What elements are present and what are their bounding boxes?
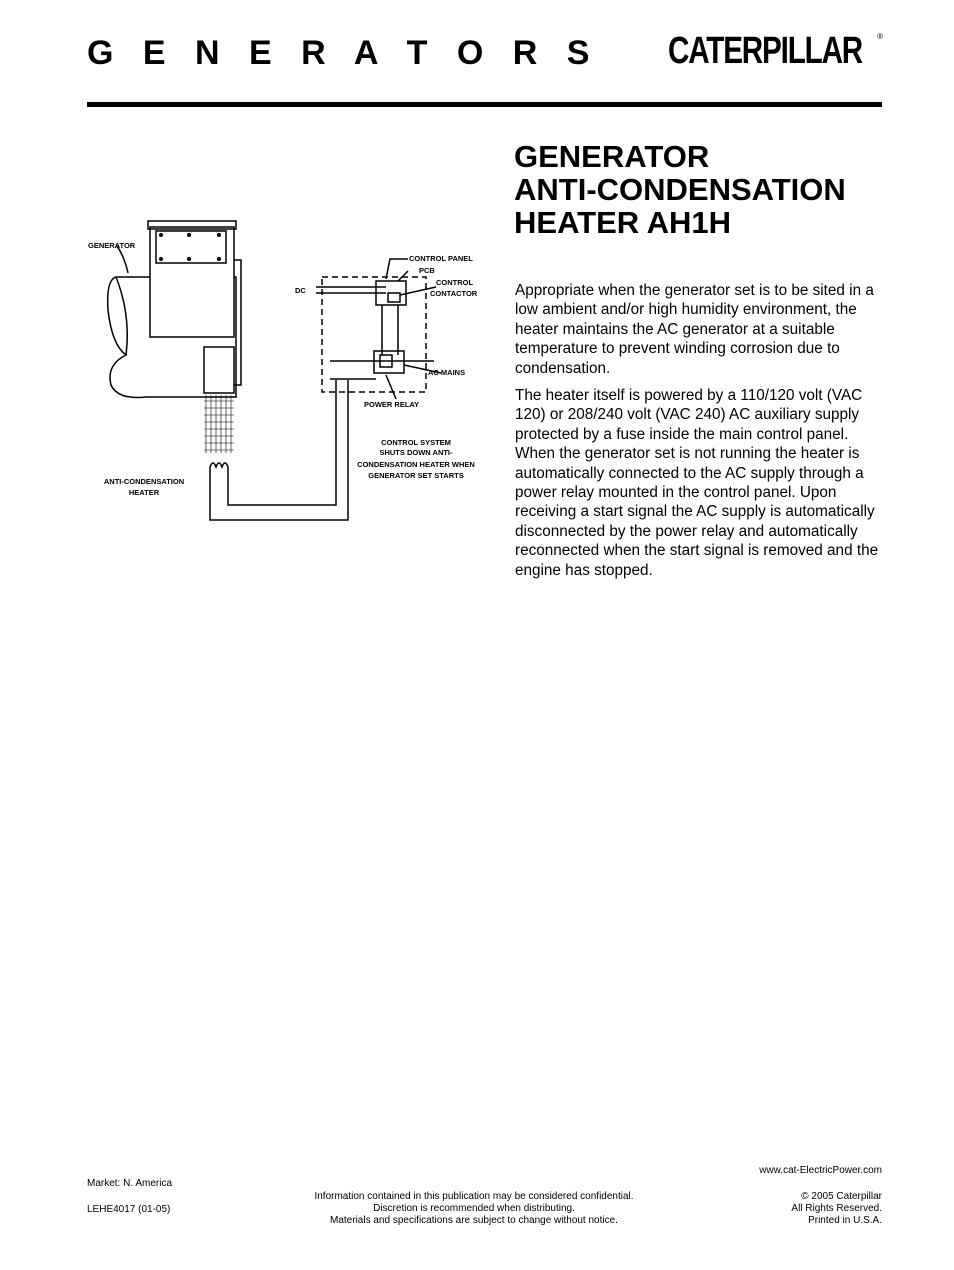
- header-divider: [87, 102, 882, 107]
- control-panel: [322, 277, 426, 392]
- rights-line: All Rights Reserved.: [791, 1203, 882, 1214]
- label-control-system-3: CONDENSATION HEATER WHEN: [357, 460, 475, 469]
- label-control-system-2: SHUTS DOWN ANTI-: [379, 448, 453, 457]
- document-code: LEHE4017 (01-05): [87, 1204, 171, 1215]
- label-control-contactor-1: CONTROL: [436, 278, 474, 287]
- notice-line-2: Discretion is recommended when distributing.: [373, 1203, 575, 1214]
- label-control-panel: CONTROL PANEL: [409, 254, 473, 263]
- label-power-relay: POWER RELAY: [364, 400, 420, 409]
- confidentiality-notice: [234, 1191, 714, 1227]
- title-line-3: HEATER AH1H: [514, 205, 732, 240]
- printed-line: Printed in U.S.A.: [808, 1215, 882, 1226]
- label-heater-2: HEATER: [128, 488, 160, 497]
- heater-wiring-inner: [228, 380, 336, 505]
- label-control-system-1: CONTROL SYSTEM: [381, 438, 451, 447]
- label-generator: GENERATOR: [88, 241, 136, 250]
- document-title: [514, 140, 914, 239]
- label-control-system-4: GENERATOR SET STARTS: [368, 471, 464, 480]
- copyright-line: © 2005 Caterpillar: [801, 1191, 882, 1202]
- section-title: G E N E R A T O R S: [87, 34, 600, 72]
- heater-wiring-diagram: [86, 215, 482, 525]
- generator-curve: [116, 277, 127, 355]
- description-text: [515, 281, 887, 588]
- label-ac-mains: AC MAINS: [428, 368, 466, 377]
- market-info: Market: N. America: [87, 1178, 173, 1189]
- heater-box: [204, 347, 234, 393]
- side-mount: [234, 260, 241, 385]
- notice-line-3: Materials and specifications are subject to change without notice.: [330, 1215, 618, 1226]
- notice-line-1: Information contained in this publication may be considered confidential.: [314, 1191, 634, 1202]
- label-pcb: PCB: [419, 266, 435, 275]
- label-control-contactor-2: CONTACTOR: [430, 289, 478, 298]
- heater-coil: [210, 463, 228, 467]
- registered-mark: ®: [877, 32, 883, 41]
- control-contactor: [388, 293, 400, 302]
- copyright-block: [791, 1191, 882, 1227]
- terminal-box: [150, 227, 234, 337]
- label-heater-1: ANTI-CONDENSATION: [103, 477, 185, 486]
- logo-wordmark: CATERPILLAR: [668, 30, 863, 72]
- label-dc: DC: [295, 286, 306, 295]
- caterpillar-logo: [668, 30, 883, 74]
- description-paragraph: The heater itself is powered by a 110/120 volt (VAC 120) or 208/240 volt (VAC 240) AC auxiliary supply protected by a fuse inside the main control panel. When the generator set is not running the heater is automatically connected to the AC supply through a power relay mounted in the control panel. Upon receiving a start signal the AC supply is automatically disconnected by the power relay and automatically reconnected when the start signal is removed and the engine has stopped.: [515, 387, 879, 579]
- title-line-2: ANTI-CONDENSATION: [514, 172, 846, 207]
- description-paragraph: Appropriate when the generator set is to be sited in a low ambient and/or high humidity environment, the heater maintains the AC generator at a suitable temperature to prevent winding corrosion due to condensation.: [515, 282, 874, 377]
- title-line-1: GENERATOR: [514, 139, 710, 174]
- website-link[interactable]: www.cat-ElectricPower.com: [759, 1165, 882, 1176]
